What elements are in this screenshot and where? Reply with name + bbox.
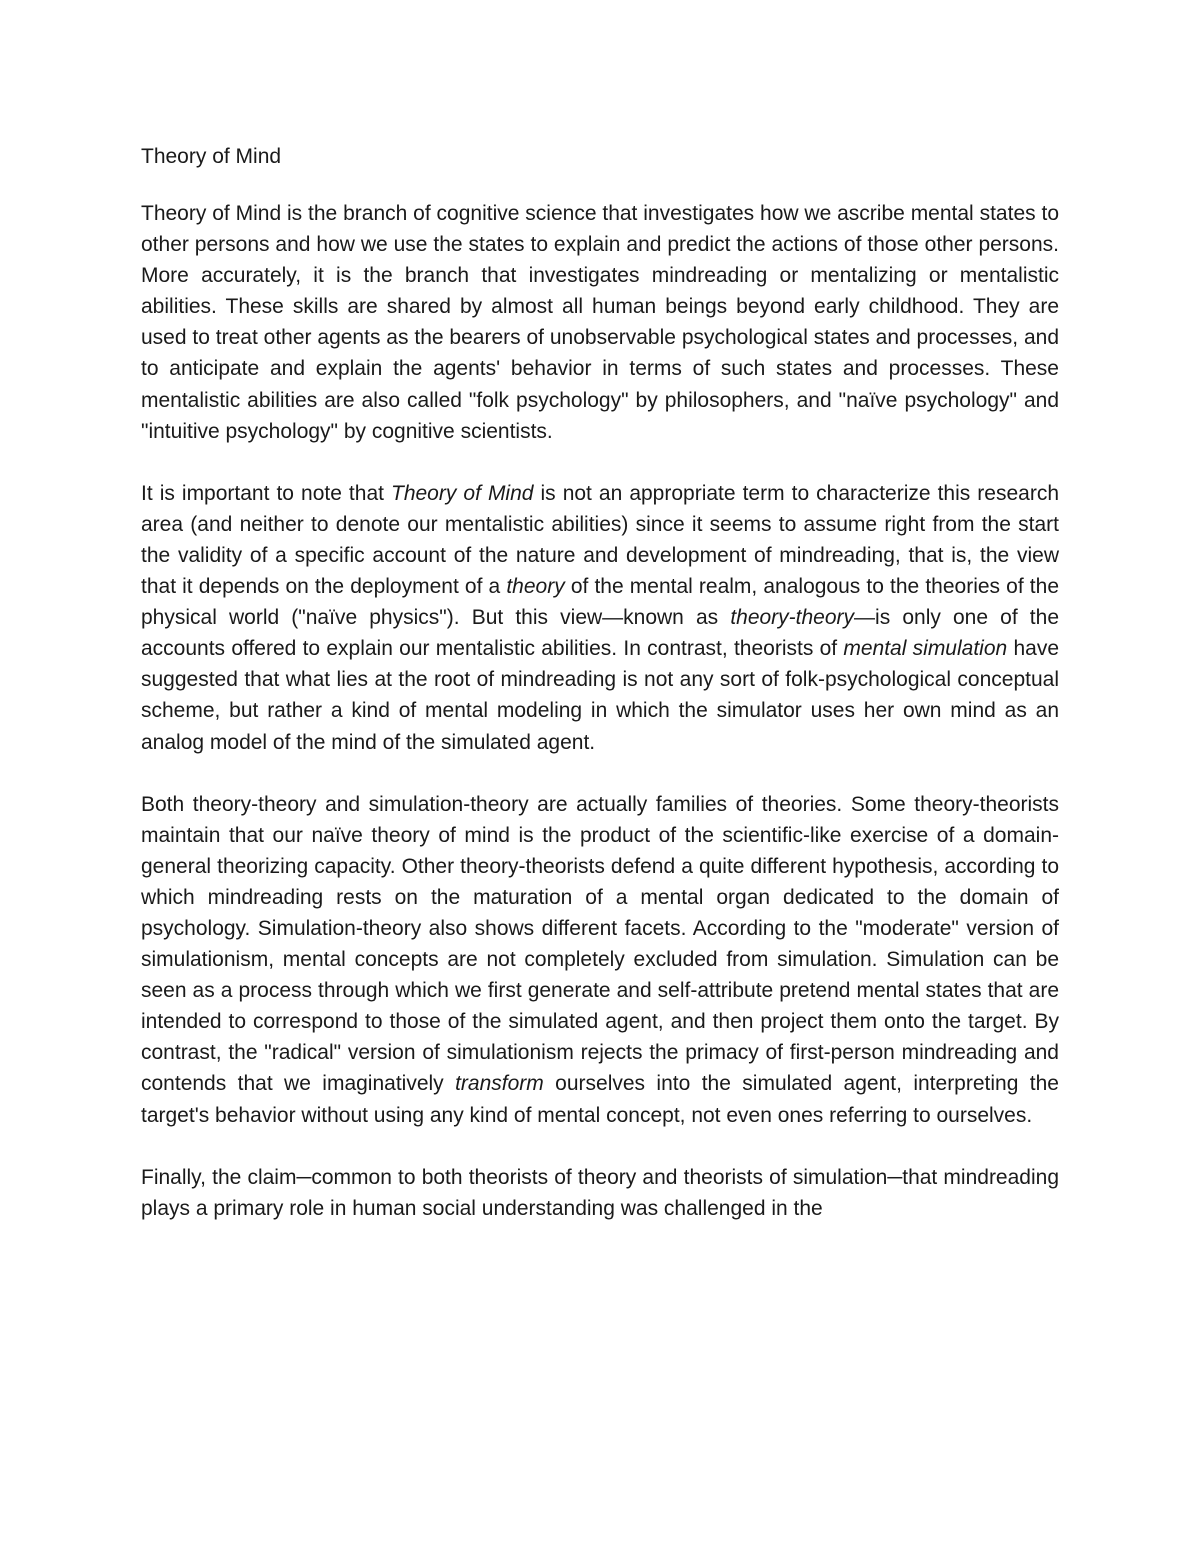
paragraph-1 — [141, 198, 1059, 447]
italic-text-run: theory — [506, 575, 565, 599]
italic-text-run: Theory of Mind — [391, 481, 534, 505]
text-run: is not an appropriate term to characterize this research area (and neither to denote our mentalistic abilities) since it seems to assume right from the start the validity of a specific account of the nature and development of mindreading, that is, the view that it depends on the deployment of a — [141, 481, 1060, 599]
document-title: Theory of Mind — [141, 145, 282, 168]
text-run: of the mental realm, analogous to the theories of the physical world ("naïve physics"). But this view—known as — [141, 575, 1059, 630]
italic-text-run: mental simulation — [843, 637, 1008, 661]
text-run: Both theory-theory and simulation-theory are actually families of theories. Some theory-theorists maintain that our naïve theory of mind is the product of the scientific-like exercise of a domain-general theorizing capacity. Other theory-theorists defend a quite different hypothesis, according to which mindreading rests on the maturation of a mental organ dedicated to the domain of psychology. Simulation-theory also shows different facets. According to the "moderate" version of simulationism, mental concepts are not completely excluded from simulation. Simulation can be seen as a process through which we first generate and self-attribute pretend mental states that are intended to correspond to those of the simulated agent, and then project them onto the target. By contrast, the "radical" version of simulationism rejects the primacy of first-person mindreading and contends that we imaginatively — [141, 792, 1059, 1096]
paragraph-4 — [141, 1162, 1059, 1224]
text-run: —is only one of the accounts offered to explain our mentalistic abilities. In contrast, theorists of — [141, 606, 1059, 661]
text-run: have suggested that what lies at the root of mindreading is not any sort of folk-psychological conceptual scheme, but rather a kind of mental modeling in which the simulator uses her own mind as an analog model of the mind of the simulated agent. — [141, 637, 1060, 754]
paragraph-3 — [141, 789, 1059, 1131]
document-body — [141, 141, 1059, 1224]
text-run: It is important to note that — [141, 481, 391, 505]
italic-text-run: transform — [455, 1072, 544, 1096]
italic-text-run: theory-theory — [730, 606, 855, 630]
paragraph-2 — [141, 478, 1059, 758]
text-run: Theory of Mind is the branch of cognitive science that investigates how we ascribe mental states to other persons and how we use the states to explain and predict the actions of those other persons. More accurately, it is the branch that investigates mindreading or mentalizing or mentalistic abilities. These skills are shared by almost all human beings beyond early childhood. They are used to treat other agents as the bearers of unobservable psychological states and processes, and to anticipate and explain the agents' behavior in terms of such states and processes. These mentalistic abilities are also called "folk psychology" by philosophers, and "naïve psychology" and "intuitive psychology" by cognitive scientists. — [141, 202, 1059, 443]
text-run: ourselves into the simulated agent, interpreting the target's behavior without using any kind of mental concept, not even ones referring to ourselves. — [141, 1072, 1059, 1127]
text-run: Finally, the claim─common to both theorists of theory and theorists of simulation─that mindreading plays a primary role in human social understanding was challenged in the — [141, 1165, 1059, 1220]
